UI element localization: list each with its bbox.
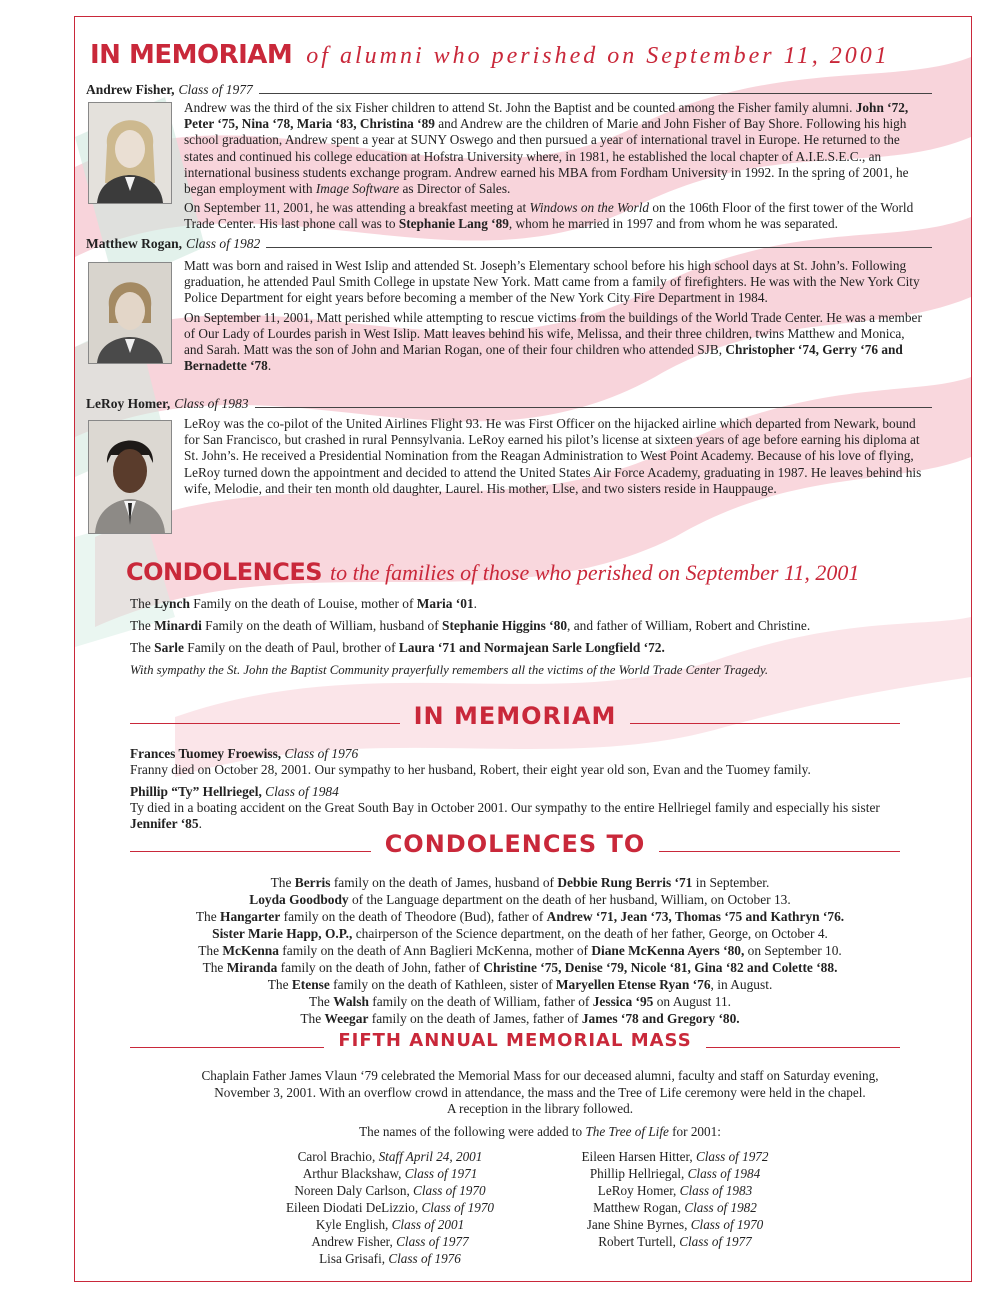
condolence-item <box>130 596 926 612</box>
tree-intro: The names of the following were added to <box>359 1123 586 1139</box>
tree-name-entry <box>240 1233 540 1250</box>
text-run: The <box>309 994 334 1009</box>
alumni-photo <box>88 102 172 204</box>
tree-name: Arthur Blackshaw, <box>302 1166 405 1181</box>
bold-name: Hangarter <box>220 909 281 924</box>
memoriam-title: IN MEMORIAM <box>90 40 293 70</box>
entry-class: Class of 1976 <box>284 746 359 761</box>
bio-paragraph <box>184 310 926 375</box>
mass-line: Chaplain Father James Vlaun ‘79 celebrated the Memorial Mass for our deceased alumni, faculty and staff on Saturday evening, <box>201 1068 879 1083</box>
condolence-line <box>100 959 940 976</box>
bold-name: Christopher ‘74, Gerry ‘76 and Bernadette ‘78 <box>184 342 903 374</box>
memoriam2-band <box>130 702 900 730</box>
text-run: family on the death of William, father of <box>368 994 593 1009</box>
condolences-title: CONDOLENCES <box>126 558 322 586</box>
tree-name: Matthew Rogan, <box>593 1200 685 1215</box>
tree-name-entry <box>240 1182 540 1199</box>
condolence-line <box>100 908 940 925</box>
bold-name: Jessica ‘95 <box>592 994 654 1009</box>
tree-of-life: The Tree of Life <box>585 1123 669 1139</box>
text-run: The <box>195 909 221 924</box>
alumni-entry-homer <box>86 396 932 496</box>
tree-name-entry <box>530 1199 820 1216</box>
name-rule <box>259 93 932 94</box>
band-rule <box>130 851 371 852</box>
text-run: family on the death of Theodore (Bud), father of <box>280 909 547 924</box>
text-run: The <box>130 596 155 611</box>
tree-name: Noreen Daly Carlson, <box>294 1183 414 1198</box>
condolence-line <box>100 874 940 891</box>
tree-name: Eileen Diodati DeLizzio, <box>285 1200 422 1215</box>
alumni-bio <box>184 416 926 500</box>
text-run: as Director of Sales. <box>399 181 511 197</box>
memoriam-header <box>90 40 960 70</box>
alumni-name-line <box>86 396 932 412</box>
bold-name: Jennifer ‘85 <box>130 816 199 831</box>
tree-name-entry <box>240 1199 540 1216</box>
alumni-photo <box>88 420 172 534</box>
condolence-item <box>130 618 926 634</box>
tree-class: Class of 1977 <box>396 1234 469 1249</box>
text-run: chairperson of the Science department, on the death of her father, George, on October 4. <box>352 926 828 941</box>
bold-name: Stephanie Lang ‘89 <box>398 216 509 232</box>
band-rule <box>659 851 900 852</box>
bio-paragraph <box>184 258 926 307</box>
tree-class: Class of 1984 <box>687 1166 761 1181</box>
tree-class: Class of 1976 <box>388 1251 461 1266</box>
text-run: Family on the death of William, husband of <box>201 618 443 633</box>
condolence-line <box>100 942 940 959</box>
memoriam2-title: IN MEMORIAM <box>413 702 617 730</box>
bold-name: Sarle <box>154 640 184 655</box>
sympathy-note: With sympathy the St. John the Baptist Community prayerfully remembers all the victims of the World Trade Center Tragedy. <box>130 663 769 677</box>
condolence-item <box>130 640 926 656</box>
tree-name-entry <box>240 1216 540 1233</box>
tree-class: Class of 2001 <box>391 1217 465 1232</box>
tree-class: Class of 1971 <box>404 1166 478 1181</box>
condolences-subtitle: to the families of those who perished on September 11, 2001 <box>330 560 860 585</box>
text-run: family on the death of James, husband of <box>330 875 558 890</box>
text-run: Andrew was the third of the six Fisher children to attend St. John the Baptist and be counted among the Fisher family alumni. <box>184 100 856 115</box>
tree-class: Class of 1970 <box>421 1200 495 1215</box>
bold-name: Maryellen Etense Ryan ‘76 <box>555 977 711 992</box>
text-run: of the Language department on the death of her husband, William, on October 13. <box>348 892 791 907</box>
name-rule <box>266 247 932 248</box>
alumni-class: Class of 1983 <box>174 396 249 411</box>
bold-name: Andrew ‘71, Jean ‘73, Thomas ‘75 and Kathryn ‘76. <box>546 909 845 924</box>
text-run: The <box>130 618 155 633</box>
tree-name: Eileen Harsen Hitter, <box>581 1149 696 1164</box>
tree-name: Lisa Grisafi, <box>319 1251 389 1266</box>
tree-name-entry <box>530 1216 820 1233</box>
entry-text <box>130 762 910 778</box>
alumni-entry-rogan <box>86 236 932 374</box>
mass-band <box>130 1030 900 1051</box>
text-run: Family on the death of Louise, mother of <box>189 596 417 611</box>
tree-name-entry <box>240 1250 540 1267</box>
text-run: family on the death of John, father of <box>277 960 484 975</box>
tree-name: Robert Turtell, <box>598 1234 680 1249</box>
tree-name: LeRoy Homer, <box>597 1183 680 1198</box>
text-run: Franny died on October 28, 2001. Our sympathy to her husband, Robert, their eight year old son, Evan and the Tuomey family. <box>130 762 811 777</box>
mass-line: A reception in the library followed. <box>446 1101 634 1116</box>
bold-name: Diane McKenna Ayers ‘80, <box>591 943 745 958</box>
tree-name: Kyle English, <box>315 1217 392 1232</box>
text-run: The <box>202 960 227 975</box>
tree-name-entry <box>240 1148 540 1165</box>
condolences-header <box>126 558 926 586</box>
alumni-name: Andrew Fisher, <box>86 82 175 97</box>
alumni-bio <box>184 258 926 377</box>
bold-name: Lynch <box>154 596 190 611</box>
text-run: . <box>198 816 202 831</box>
text-run: The <box>300 1011 325 1026</box>
mass-line: November 3, 2001. With an overflow crowd in attendance, the mass and the Tree of Life ceremony were held in the chapel. <box>214 1084 866 1100</box>
text-run: . <box>473 596 478 611</box>
condolence-line <box>100 993 940 1010</box>
text-run: on August 11. <box>653 994 731 1009</box>
memoriam2-entry <box>130 746 910 778</box>
italic-text: Windows on the World <box>529 200 650 216</box>
tree-names-right <box>530 1148 820 1250</box>
bold-name: John ‘72, Peter ‘75, Nina ‘78, Maria ‘83, Christina ‘89 <box>184 100 909 132</box>
text-run: on the 106th Floor of the first tower of the World Trade Center. His last phone call was to <box>184 200 914 232</box>
alumni-name: Matthew Rogan, <box>86 236 182 251</box>
bio-paragraph <box>184 416 926 497</box>
bio-paragraph <box>184 100 926 197</box>
text-run: , and father of William, Robert and Christine. <box>567 618 811 633</box>
text-run: Matt was born and raised in West Islip and attended St. Joseph’s Elementary school before his high school days at St. John’s. Following graduation, he attended Paul Smith College in upstate New York. Matt came from a family of firefighters. He was with the New York City Police Department for eight years before becoming a member of the New York City Fire Department in 1984. <box>184 258 920 306</box>
tree-suffix: for 2001: <box>668 1123 721 1139</box>
text-run: The <box>270 875 295 890</box>
tree-class: Class of 1972 <box>695 1149 769 1164</box>
entry-name: Frances Tuomey Froewiss, <box>130 746 282 761</box>
text-run: Ty died in a boating accident on the Great South Bay in October 2001. Our sympathy to the entire Hellriegel family and especially his sister <box>130 800 880 815</box>
text-run: On September 11, 2001, he was attending a breakfast meeting at <box>184 200 530 216</box>
tree-name: Andrew Fisher, <box>311 1234 397 1249</box>
alumni-bio <box>184 100 926 236</box>
alumni-class: Class of 1982 <box>186 236 261 251</box>
condolences-911 <box>126 558 926 684</box>
tree-class: Class of 1970 <box>413 1183 486 1198</box>
text-run: Family on the death of Paul, brother of <box>183 640 399 655</box>
condolences-to-band <box>130 830 900 858</box>
bold-name: Laura ‘71 and Normajean Sarle Longfield ‘72. <box>398 640 665 655</box>
bold-name: Christine ‘75, Denise ‘79, Nicole ‘81, Gina ‘82 and Colette ‘88. <box>483 960 838 975</box>
text-run: On September 11, 2001, Matt perished while attempting to rescue victims from the buildings of the World Trade Center. He was a member of Our Lady of Lourdes parish in West Islip. Matt leaves behind his wife, Melissa, and their three children, twins Matthew and Monica, and Sarah. Matt was the son of John and Marian Rogan, one of their four children who attended SJB, <box>184 309 922 358</box>
bold-name: Sister Marie Happ, O.P., <box>212 926 353 941</box>
alumni-class: Class of 1977 <box>178 82 253 97</box>
alumni-name-line <box>86 82 932 98</box>
bold-name: Miranda <box>226 960 278 975</box>
text-run: family on the death of Kathleen, sister of <box>329 977 556 992</box>
tree-name: Phillip Hellriegal, <box>589 1166 688 1181</box>
tree-name: Jane Shine Byrnes, <box>586 1217 691 1232</box>
italic-text: Image Software <box>315 181 400 197</box>
bio-paragraph <box>184 200 926 232</box>
bold-name: Loyda Goodbody <box>249 892 349 907</box>
bold-name: McKenna <box>222 943 279 958</box>
condolence-line <box>100 1010 940 1027</box>
text-run: The <box>267 977 292 992</box>
condolence-line <box>100 891 940 908</box>
mass-text <box>100 1068 980 1140</box>
alumni-photo <box>88 262 172 364</box>
text-run: family on the death of James, father of <box>368 1011 582 1026</box>
text-run: and Andrew are the children of Marie and John Fisher of Bay Shore. Following his high school graduation, Andrew spent a year at SUNY Oswego and then pursued a year of international travel in Europe. He returned to the states and continued his college education at Hofstra University where, in 1981, he established the local chapter of A.I.E.S.E.C., an international business students exchange program. Andrew earned his MBA from Fordham University in 1992. In the spring of 2001, he began employment with <box>184 116 909 197</box>
tree-class: Staff April 24, 2001 <box>378 1149 483 1164</box>
mass-title: FIFTH ANNUAL MEMORIAL MASS <box>338 1030 692 1051</box>
bold-name: Etense <box>291 977 330 992</box>
text-run: , in August. <box>710 977 773 992</box>
band-rule <box>130 1047 324 1048</box>
tree-class: Class of 1983 <box>679 1183 753 1198</box>
bold-name: Maria ‘01 <box>416 596 474 611</box>
tree-names-left <box>240 1148 540 1267</box>
name-rule <box>255 407 932 408</box>
text-run: on September 10. <box>744 943 842 958</box>
tree-name-entry <box>530 1182 820 1199</box>
bold-name: Weegar <box>324 1011 369 1026</box>
bold-name: Debbie Rung Berris ‘71 <box>557 875 693 890</box>
alumni-entry-fisher <box>86 82 932 232</box>
tree-name-entry <box>530 1233 820 1250</box>
condolence-line <box>100 976 940 993</box>
tree-intro-line <box>100 1124 980 1141</box>
text-run: family on the death of Ann Baglieri McKenna, mother of <box>278 943 592 958</box>
text-run: LeRoy was the co-pilot of the United Airlines Flight 93. He was First Officer on the hijacked airline which departed from Newark, bound for San Francisco, but crashed in rural Pennsylvania. LeRoy earned his pilot’s license at sixteen years of age before earning his diploma at St. John’s. He received a Presidential Nomination from the Reagan Administration to West Point Academy. Because of his love of flying, LeRoy turned down the appointment and decided to attend the United States Air Force Academy, graduating in 1987. He leaves behind his wife, Melodie, and their ten month old daughter, Laurel. His mother, Llse, and two sisters reside in Hauppauge. <box>184 416 922 496</box>
band-rule <box>130 723 400 724</box>
bold-name: Minardi <box>154 618 202 633</box>
alumni-name: LeRoy Homer, <box>86 396 171 411</box>
tree-class: Class of 1970 <box>690 1217 764 1232</box>
text-run: in September. <box>692 875 770 890</box>
bold-name: James ‘78 and Gregory ‘80. <box>581 1011 740 1026</box>
condolence-line <box>100 925 940 942</box>
tree-name: Carol Brachio, <box>297 1149 379 1164</box>
text-run: . <box>267 358 272 374</box>
condolences-to-title: CONDOLENCES TO <box>384 830 646 858</box>
band-rule <box>706 1047 900 1048</box>
bold-name: Stephanie Higgins ‘80 <box>442 618 568 633</box>
condolences-to-list <box>100 874 940 1027</box>
text-run: The <box>130 640 155 655</box>
band-rule <box>630 723 900 724</box>
tree-class: Class of 1982 <box>684 1200 757 1215</box>
tree-name-entry <box>530 1165 820 1182</box>
tree-class: Class of 1977 <box>679 1234 752 1249</box>
entry-text <box>130 800 910 832</box>
bold-name: Walsh <box>333 994 369 1009</box>
memoriam-subtitle: of alumni who perished on September 11, 2001 <box>306 43 890 69</box>
alumni-name-line <box>86 236 932 252</box>
tree-name-entry <box>530 1148 820 1165</box>
memoriam2-entry <box>130 784 910 832</box>
bold-name: Berris <box>294 875 331 890</box>
text-run: , whom he married in 1997 and from whom he was separated. <box>508 216 838 232</box>
entry-class: Class of 1984 <box>265 784 339 799</box>
text-run: The <box>198 943 223 958</box>
entry-name: Phillip “Ty” Hellriegel, <box>130 784 262 799</box>
tree-name-entry <box>240 1165 540 1182</box>
